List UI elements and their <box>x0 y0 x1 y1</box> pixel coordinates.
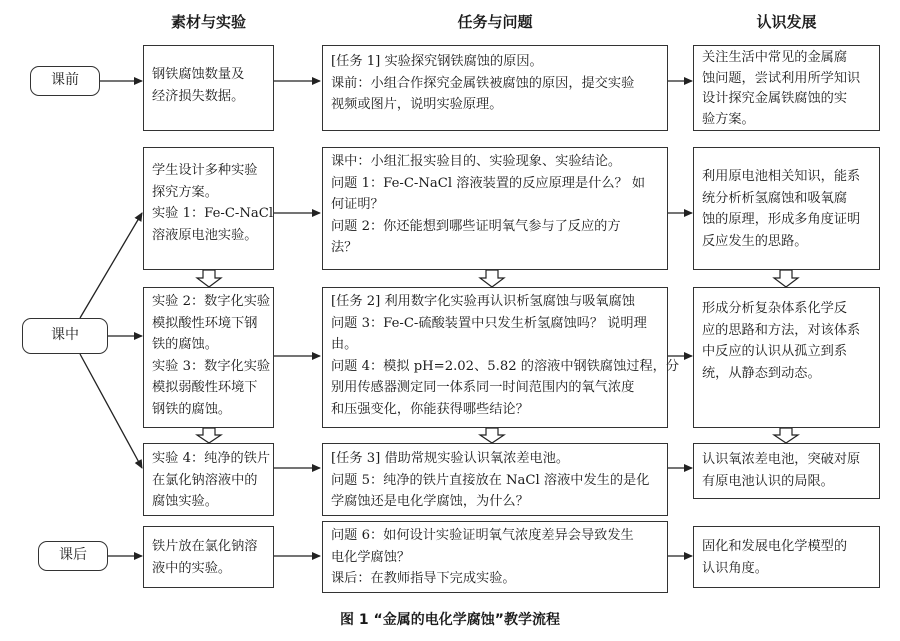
r2-cognition-line-1: 利用原电池相关知识，能系 <box>702 169 861 184</box>
r4-cognition-box <box>693 443 880 499</box>
r5-tasks-line-3: 课后：在教师指导下完成实验。 <box>331 571 516 586</box>
r1-cognition-box <box>693 45 880 131</box>
r2-materials-line-1: 学生设计多种实验 <box>152 163 258 178</box>
r3-cognition-line-1: 形成分析复杂体系化学反 <box>702 301 848 316</box>
r1-cognition-line-4: 验方案。 <box>702 111 755 127</box>
down-arrow-materials-r3-r4 <box>197 428 221 443</box>
r4-materials-line-1: 实验 4：纯净的铁片 <box>152 451 271 466</box>
stage-before: 课前 <box>30 66 100 96</box>
arrow-during-to-r2 <box>80 213 142 318</box>
r2-tasks-line-2: 问题 1：Fe-C-NaCl 溶液装置的反应原理是什么？ 如 <box>331 175 646 191</box>
r1-cognition-line-2: 蚀问题，尝试利用所学知识 <box>702 70 861 86</box>
r1-tasks-box <box>322 45 668 131</box>
r3-materials-line-2: 模拟酸性环境下钢 <box>152 315 258 331</box>
r5-materials-box <box>143 526 274 588</box>
r3-cognition-box <box>693 287 880 428</box>
down-arrow-tasks-r2-r3 <box>480 270 504 287</box>
stage-after: 课后 <box>38 541 108 571</box>
r1-materials-box <box>143 45 274 131</box>
r4-materials-line-3: 腐蚀实验。 <box>152 494 218 509</box>
down-arrow-tasks-r3-r4 <box>480 428 504 443</box>
stage-during: 课中 <box>22 318 108 354</box>
header-cognition: 认识发展 <box>756 13 817 31</box>
r4-materials-box <box>143 443 274 516</box>
r4-tasks-line-3: 学腐蚀还是电化学腐蚀，为什么？ <box>331 494 529 509</box>
r5-tasks-box <box>322 521 668 593</box>
figure-caption: 图 1 “金属的电化学腐蚀”教学流程 <box>340 612 560 628</box>
r3-materials-box <box>143 287 274 428</box>
r3-tasks-line-6: 和压强变化，你能获得哪些结论？ <box>331 401 529 417</box>
r4-cognition-line-1: 认识氧浓差电池，突破对原 <box>702 452 861 467</box>
r5-materials-line-2: 液中的实验。 <box>152 560 232 576</box>
r3-tasks-line-1: [任务 2] 利用数字化实验再认识析氢腐蚀与吸氧腐蚀 <box>331 294 635 309</box>
r4-materials-line-2: 在氯化钠溶液中的 <box>152 472 258 488</box>
r1-tasks-line-1: [任务 1] 实验探究钢铁腐蚀的原因。 <box>331 54 543 69</box>
r4-tasks-box <box>322 443 668 516</box>
r3-tasks-line-4: 问题 4：模拟 pH=2.02、5.82 的溶液中钢铁腐蚀过程，分 <box>331 358 680 374</box>
r4-cognition-line-2: 有原电池认识的局限。 <box>702 473 834 489</box>
down-arrow-materials-r2-r3 <box>197 270 221 287</box>
r5-cognition-box <box>693 526 880 588</box>
r2-tasks-box <box>322 147 668 270</box>
r5-tasks-line-1: 问题 6：如何设计实验证明氧气浓度差异会导致发生 <box>331 528 634 543</box>
r4-tasks-line-1: [任务 3] 借助常规实验认识氧浓差电池。 <box>331 451 570 466</box>
arrow-during-to-r4 <box>80 354 142 468</box>
r2-materials-line-2: 探究方案。 <box>152 184 218 200</box>
r3-materials-line-3: 铁的腐蚀。 <box>152 337 218 352</box>
r3-materials-line-4: 实验 3：数字化实验 <box>152 358 271 374</box>
down-arrow-cognition-r3-r4 <box>774 428 798 443</box>
r2-cognition-line-3: 蚀的原理，形成多角度证明 <box>702 212 861 227</box>
r3-tasks-line-5: 别用传感器测定同一体系同一时间范围内的氧气浓度 <box>331 380 635 395</box>
r5-cognition-line-1: 固化和发展电化学模型的 <box>702 539 848 554</box>
r2-tasks-line-3: 何证明？ <box>331 197 384 212</box>
r2-cognition-box <box>693 147 880 270</box>
r2-tasks-line-4: 问题 2：你还能想到哪些证明氧气参与了反应的方 <box>331 218 621 234</box>
r2-cognition-line-2: 统分析析氢腐蚀和吸氧腐 <box>702 190 848 206</box>
r2-tasks-line-1: 课中：小组汇报实验目的、实验现象、实验结论。 <box>331 154 622 169</box>
r3-materials-line-5: 模拟弱酸性环境下 <box>152 380 258 395</box>
r3-tasks-line-3: 由。 <box>331 337 358 352</box>
r3-materials-line-6: 钢铁的腐蚀。 <box>152 401 232 417</box>
r3-cognition-line-2: 应的思路和方法，对该体系 <box>702 322 861 338</box>
r3-cognition-line-4: 统，从静态到动态。 <box>702 365 821 381</box>
r4-tasks-line-2: 问题 5：纯净的铁片直接放在 NaCl 溶液中发生的是化 <box>331 472 650 488</box>
r5-materials-line-1: 铁片放在氯化钠溶 <box>152 539 258 554</box>
r1-tasks-line-2: 课前：小组合作探究金属铁被腐蚀的原因，提交实验 <box>331 75 635 91</box>
r2-materials-box <box>143 147 274 270</box>
r2-tasks-line-5: 法？ <box>331 240 358 255</box>
r1-cognition-line-3: 设计探究金属铁腐蚀的实 <box>702 91 848 106</box>
r1-tasks-line-3: 视频或图片，说明实验原理。 <box>331 97 503 112</box>
header-tasks: 任务与问题 <box>457 13 533 31</box>
r3-tasks-box <box>322 287 680 428</box>
r1-materials-line-1: 钢铁腐蚀数量及 <box>152 67 245 82</box>
r2-materials-line-3: 实验 1：Fe-C-NaCl <box>152 206 274 221</box>
r3-cognition-line-3: 中反应的认识从孤立到系 <box>702 344 848 359</box>
r5-cognition-line-2: 认识角度。 <box>702 560 768 576</box>
r1-materials-line-2: 经济损失数据。 <box>152 88 245 104</box>
r2-cognition-line-4: 反应发生的思路。 <box>702 233 808 249</box>
r3-materials-line-1: 实验 2：数字化实验 <box>152 294 271 309</box>
header-materials: 素材与实验 <box>170 13 246 31</box>
r1-cognition-line-1: 关注生活中常见的金属腐 <box>702 50 848 65</box>
r5-tasks-line-2: 电化学腐蚀？ <box>331 549 411 565</box>
r2-materials-line-4: 溶液原电池实验。 <box>152 227 258 243</box>
r3-tasks-line-2: 问题 3：Fe-C-硫酸装置中只发生析氢腐蚀吗？ 说明理 <box>331 315 647 331</box>
down-arrow-cognition-r2-r3 <box>774 270 798 287</box>
